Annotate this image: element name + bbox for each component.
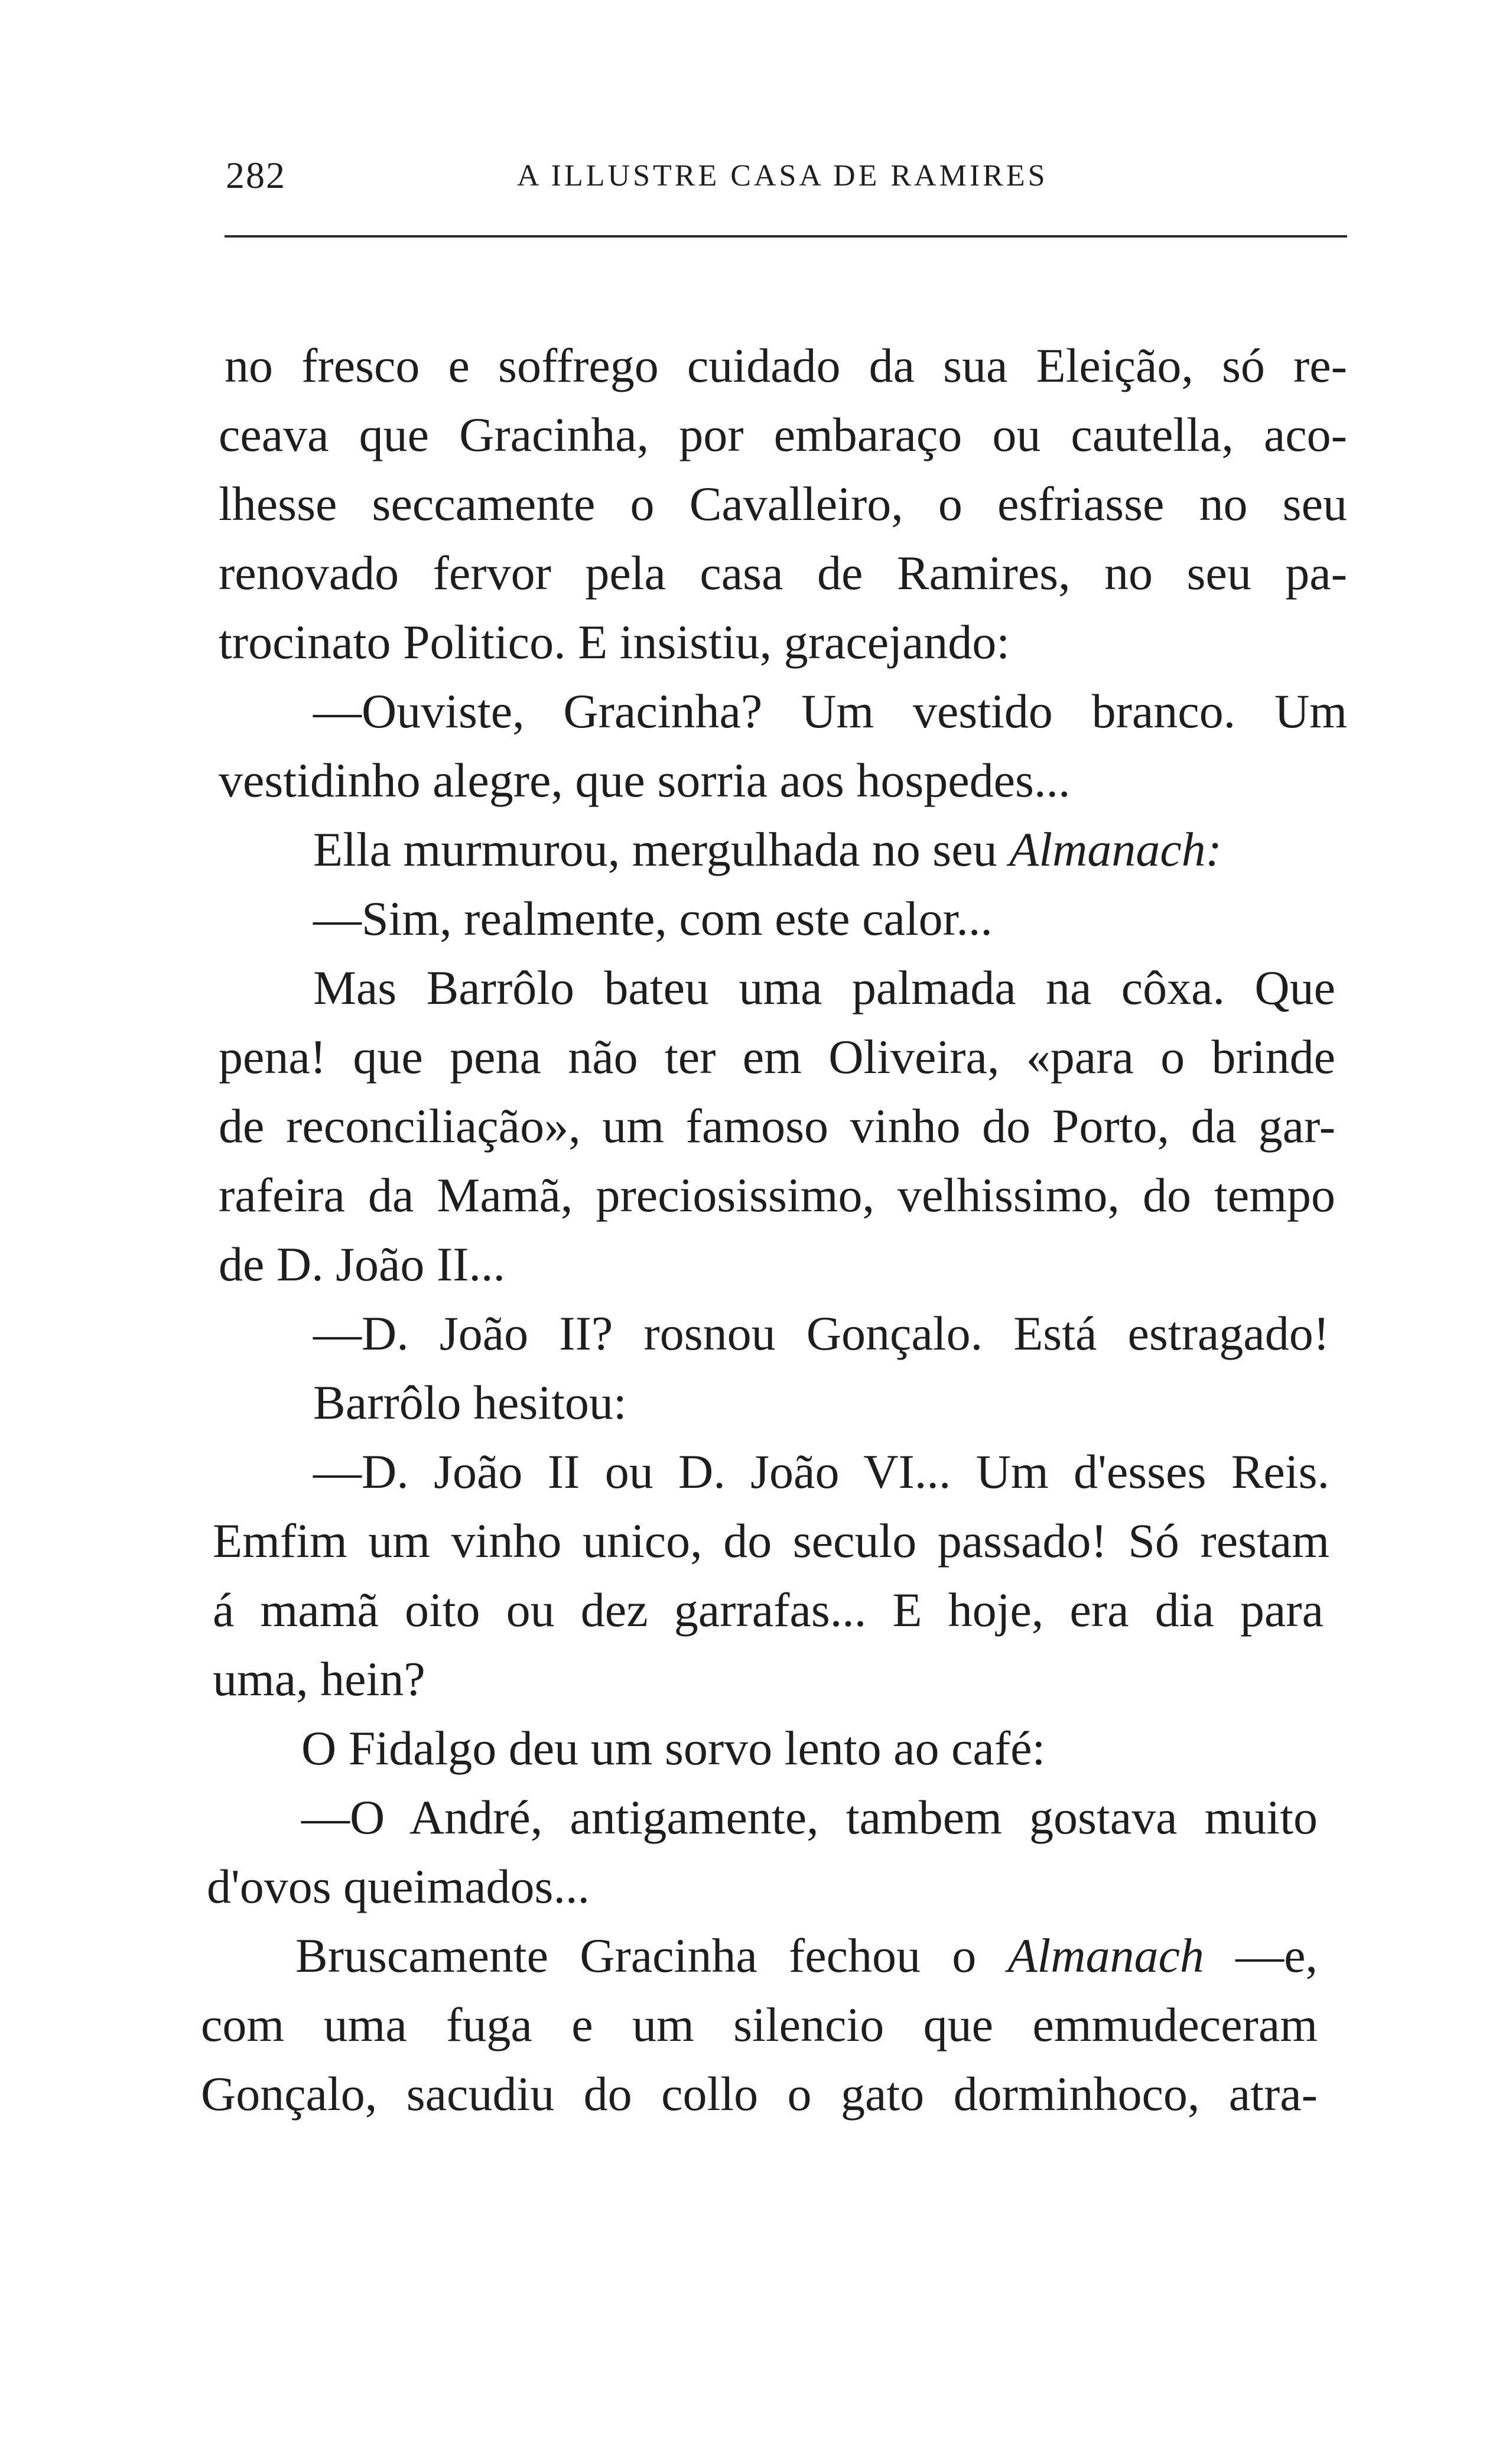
header-rule <box>225 235 1347 238</box>
text-line: Mas Barrôlo bateu uma palmada na côxa. Que <box>313 961 1335 1015</box>
text-line: pena! que pena não ter em Oliveira, «para o brinde <box>219 1030 1335 1084</box>
text-span: Bruscamente Gracinha fechou o <box>295 1929 977 1982</box>
running-title: A ILLUSTRE CASA DE RAMIRES <box>517 159 1048 193</box>
text-line: —Ouviste, Gracinha? Um vestido branco. Um <box>313 684 1347 738</box>
text-line <box>313 822 1222 876</box>
italic-title: Almanach: <box>1009 822 1222 876</box>
text-line: ceava que Gracinha, por embaraço ou cautella, aco- <box>219 408 1347 461</box>
text-line: Barrôlo hesitou: <box>313 1376 627 1429</box>
text-line: á mamã oito ou dez garrafas... E hoje, era dia para <box>213 1583 1324 1637</box>
text-line: uma, hein? <box>213 1652 425 1706</box>
text-line: no fresco e soffrego cuidado da sua Eleição, só re- <box>225 339 1347 392</box>
text-line: —D. João II? rosnou Gonçalo. Está estragado! <box>313 1306 1329 1360</box>
text-line: d'ovos queimados... <box>207 1859 590 1913</box>
text-line: trocinato Politico. E insistiu, gracejando: <box>219 615 1010 669</box>
text-line <box>295 1929 1318 1982</box>
text-line: —D. João II ou D. João VI... Um d'esses Reis. <box>313 1445 1329 1498</box>
text-span: Ella murmurou, mergulhada no seu <box>313 822 997 876</box>
text-line: Gonçalo, sacudiu do collo o gato dorminhoco, atra- <box>201 2067 1318 2121</box>
page-header <box>219 142 1353 207</box>
text-line: lhesse seccamente o Cavalleiro, o esfriasse no seu <box>219 477 1347 531</box>
text-line: rafeira da Mamã, preciosissimo, velhissimo, do tempo <box>219 1168 1335 1222</box>
text-line: —Sim, realmente, com este calor... <box>313 892 993 945</box>
text-line: —O André, antigamente, tambem gostava muito <box>301 1790 1318 1844</box>
text-line: renovado fervor pela casa de Ramires, no seu pa- <box>219 546 1347 600</box>
text-span: —e, <box>1235 1929 1318 1982</box>
text-line: Emfim um vinho unico, do seculo passado! Só restam <box>213 1514 1329 1568</box>
text-line: com uma fuga e um silencio que emmudeceram <box>201 1998 1318 2052</box>
text-line: de reconciliação», um famoso vinho do Porto, da gar- <box>219 1099 1335 1153</box>
italic-title: Almanach <box>1007 1929 1204 1982</box>
text-line: vestidinho alegre, que sorria aos hospedes... <box>219 753 1071 807</box>
page-number: 282 <box>226 154 286 196</box>
text-line: de D. João II... <box>219 1237 506 1291</box>
text-line: O Fidalgo deu um sorvo lento ao café: <box>301 1721 1046 1775</box>
